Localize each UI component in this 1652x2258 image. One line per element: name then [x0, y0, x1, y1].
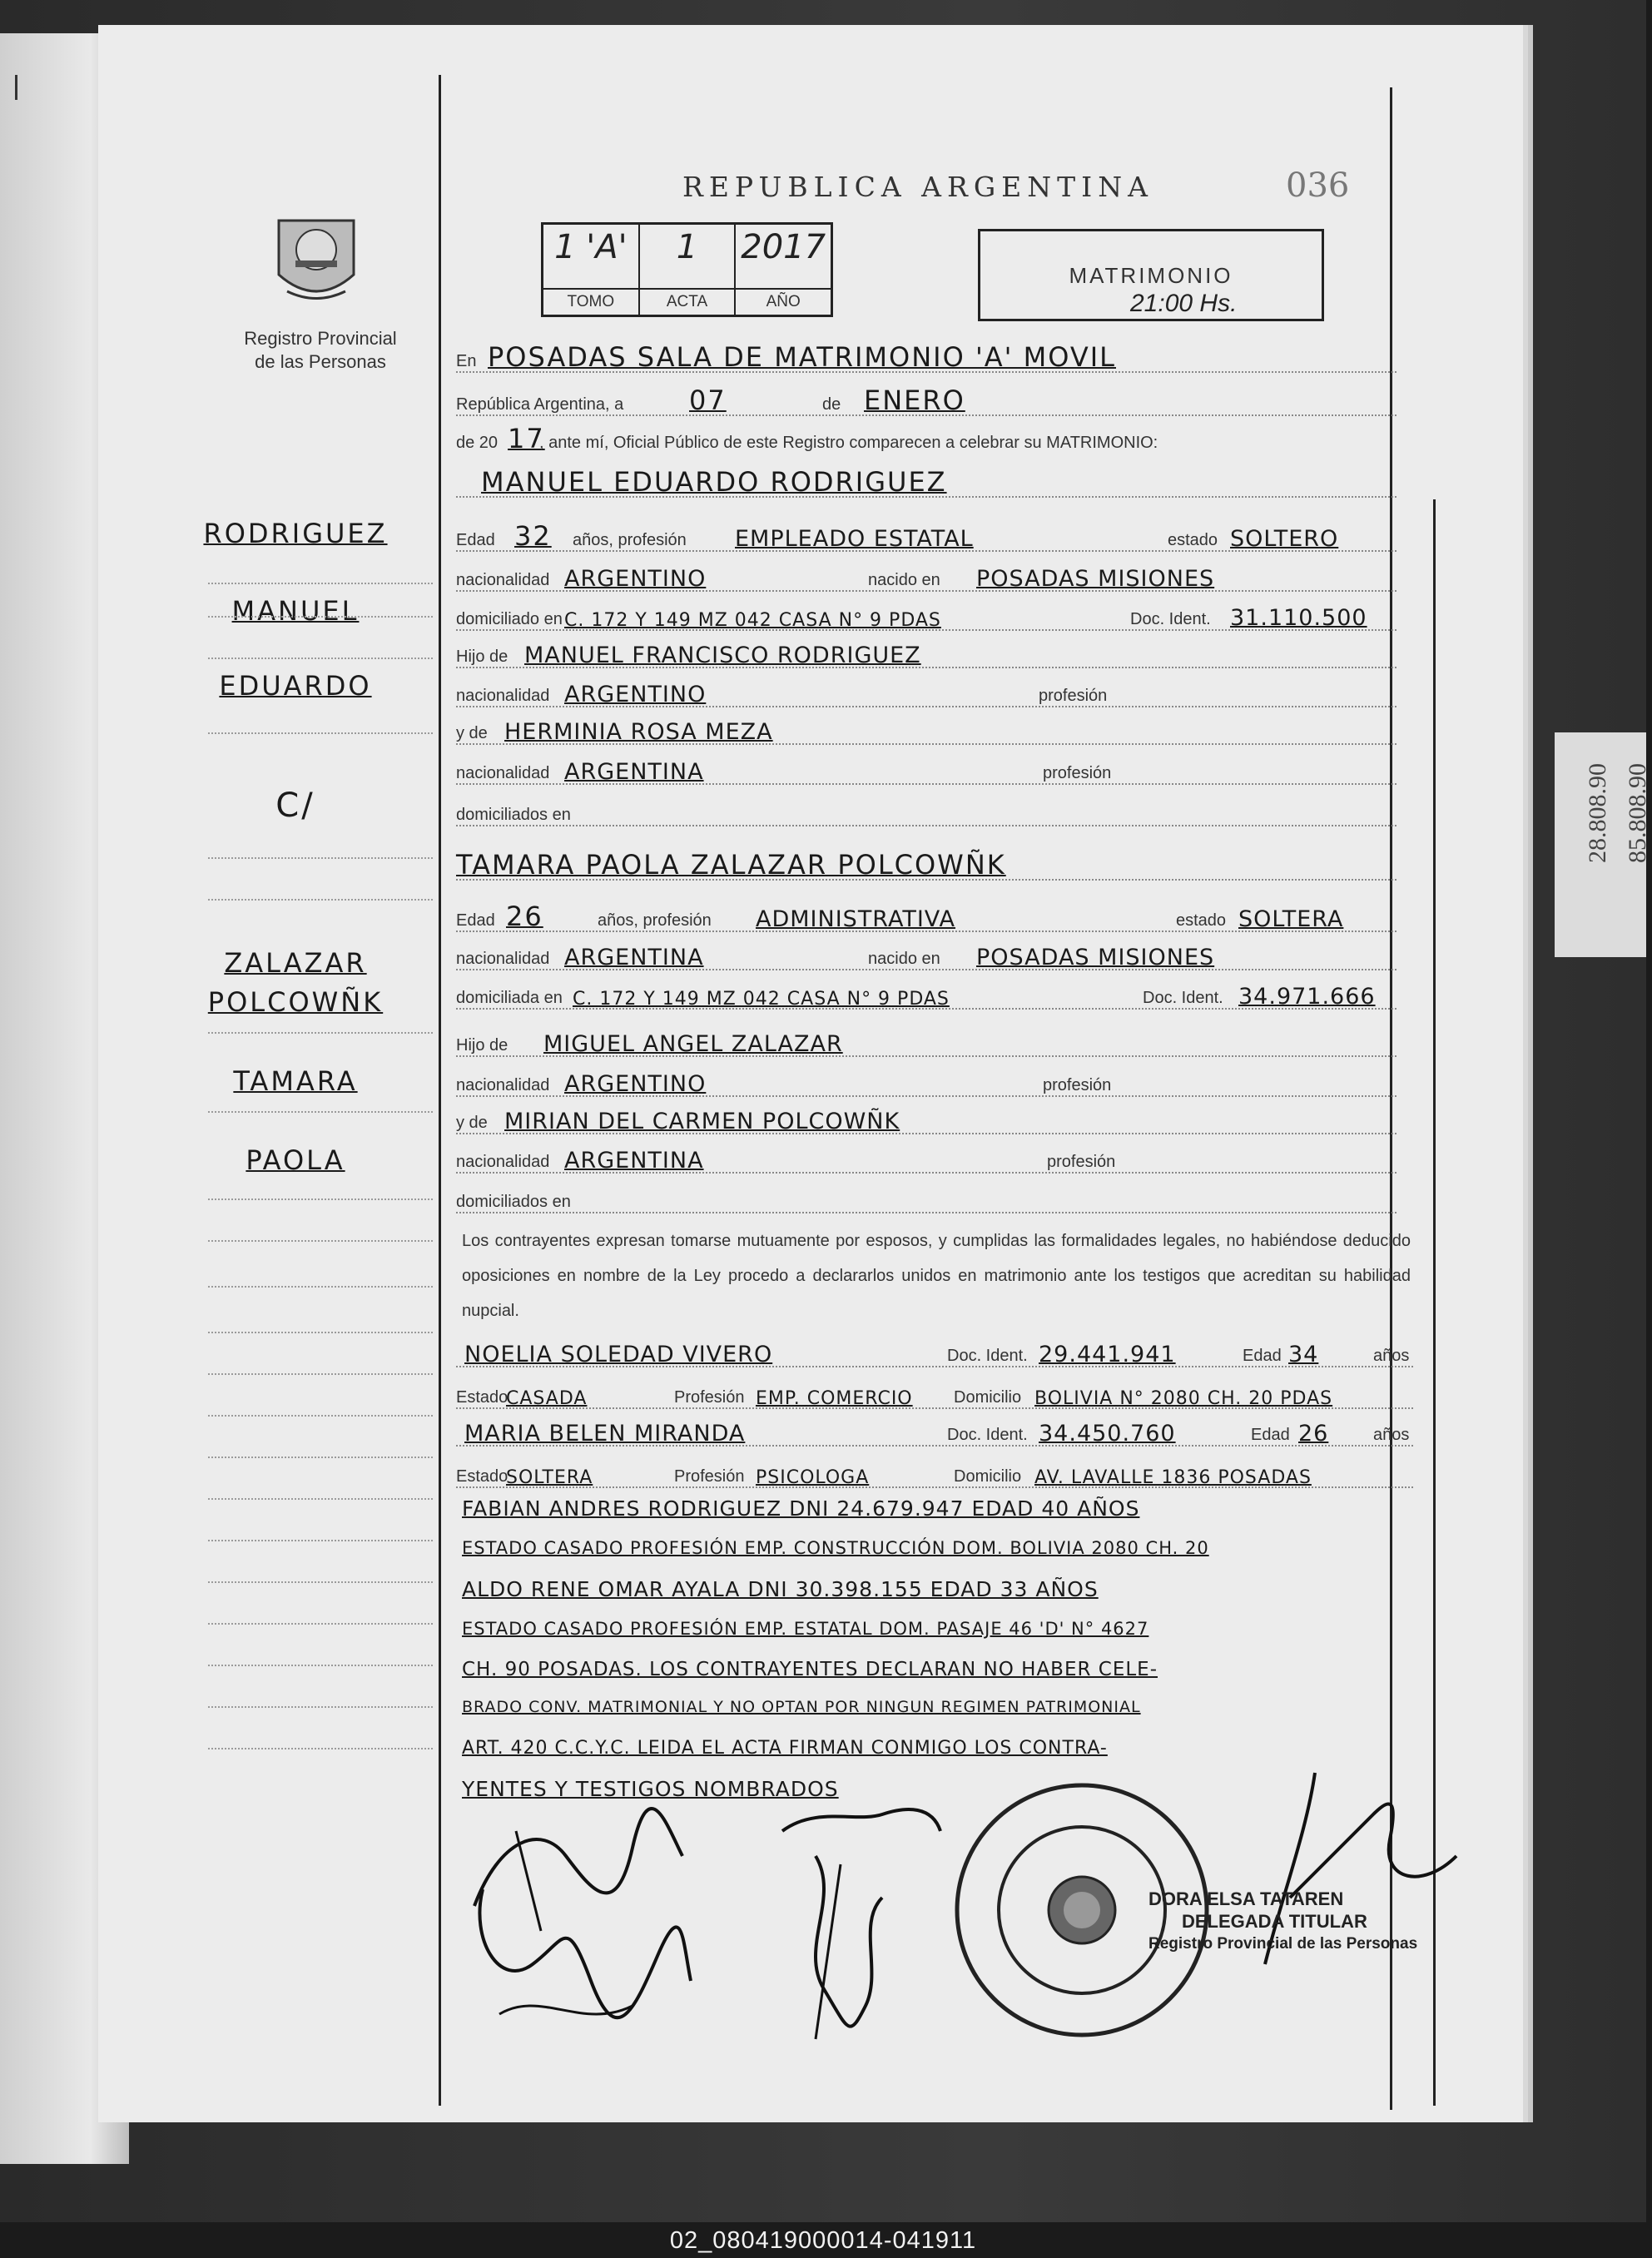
- observation-line: FABIAN ANDRES RODRIGUEZ DNI 24.679.947 EDAD 40 AÑOS: [462, 1496, 1140, 1521]
- doc-label: Doc. Ident.: [1130, 610, 1211, 628]
- profession-label: profesión: [1047, 1153, 1116, 1171]
- margin-note-con: C/: [275, 787, 315, 825]
- republica-label: República Argentina, a: [456, 395, 624, 414]
- anio-value: 2017: [741, 228, 826, 266]
- dom-label: Domicilio: [954, 1467, 1022, 1486]
- witness1-profession: EMP. COMERCIO: [756, 1388, 913, 1409]
- day-value: 07: [689, 385, 727, 416]
- provincial-emblem-icon: [270, 212, 362, 312]
- spouse1-mother: HERMINIA ROSA MEZA: [504, 719, 773, 745]
- age-label: Edad: [456, 911, 495, 930]
- place-value: POSADAS SALA DE MATRIMONIO 'A' MOVIL: [488, 341, 1116, 373]
- margin-note-surname: RODRIGUEZ: [203, 518, 388, 549]
- estado-label: Estado: [456, 1388, 508, 1407]
- matrimonio-hour: 21:00 Hs.: [1130, 290, 1238, 317]
- spouse1-nat-row: [456, 560, 1397, 597]
- witness1-estado: CASADA: [506, 1388, 588, 1409]
- mother-label: y de: [456, 1114, 488, 1132]
- tomo-label: TOMO: [543, 288, 638, 315]
- spouse1-father-row: [456, 637, 1397, 673]
- spouse2-name-row: [456, 849, 1397, 886]
- estado-label: Estado: [456, 1467, 508, 1486]
- observation-line: ALDO RENE OMAR AYALA DNI 30.398.155 EDAD 33 AÑOS: [462, 1577, 1099, 1601]
- acta-cell: [640, 225, 737, 315]
- spouse1-mother-nat: ARGENTINA: [564, 759, 704, 785]
- spouse2-estado: SOLTERA: [1238, 906, 1344, 932]
- spouse1-born: POSADAS MISIONES: [976, 566, 1215, 592]
- statement-row: [456, 423, 1397, 459]
- spouse2-father-nat-row: [456, 1065, 1397, 1102]
- spouse2-name: TAMARA PAOLA ZALAZAR POLCOWÑK: [456, 849, 1006, 881]
- witness2-age: 26: [1298, 1421, 1329, 1447]
- spouse2-nationality: ARGENTINA: [564, 945, 704, 970]
- registry-line-1: Registro Provincial: [244, 328, 397, 349]
- place-row: [456, 341, 1397, 378]
- spouse1-mother-row: [456, 713, 1397, 750]
- born-label: nacido en: [868, 571, 940, 589]
- year-suffix: 17: [508, 423, 545, 454]
- spouse1-parents-dom-row: [456, 795, 1397, 831]
- spouse1-doc: 31.110.500: [1230, 605, 1367, 631]
- declaration-text: Los contrayentes expresan tomarse mutuamente por esposos, y cumplidas las formalidades legales, no habiéndose deducido oposiciones en nombre de la Ley procedo a declararlos unidos en matrimonio ante los testigos que acreditan su habilidad nupcial.: [462, 1232, 1411, 1320]
- profession-label: Profesión: [674, 1388, 745, 1407]
- witness2-name-row: [456, 1415, 1413, 1452]
- witness2-profession: PSICOLOGA: [756, 1467, 870, 1488]
- born-label: nacido en: [868, 950, 940, 968]
- anios-label: años: [1373, 1426, 1410, 1444]
- official-seal-text: [1148, 1888, 1417, 1955]
- spouse1-nationality: ARGENTINO: [564, 566, 707, 592]
- spouse1-dom-row: [456, 599, 1397, 636]
- witness1-name-row: [456, 1336, 1413, 1372]
- margin-note-middle-name: EDUARDO: [219, 670, 372, 702]
- doc-label: Doc. Ident.: [947, 1426, 1028, 1444]
- country-heading: REPUBLICA ARGENTINA: [682, 171, 1153, 203]
- spouse2-born: POSADAS MISIONES: [976, 945, 1215, 970]
- spouse1-estado: SOLTERO: [1230, 526, 1339, 552]
- witness2-name: MARIA BELEN MIRANDA: [464, 1421, 746, 1447]
- observation-line: YENTES Y TESTIGOS NOMBRADOS: [462, 1777, 839, 1801]
- witness1-name: NOELIA SOLEDAD VIVERO: [464, 1342, 773, 1367]
- observation-line: CH. 90 POSADAS. LOS CONTRAYENTES DECLARAN NO HABER CELE-: [462, 1659, 1158, 1680]
- doc-label: Doc. Ident.: [947, 1347, 1028, 1365]
- dom-label: domiciliada en: [456, 989, 563, 1007]
- margin-note-middle-name2: PAOLA: [246, 1144, 345, 1176]
- spouse1-name-row: [456, 466, 1397, 503]
- witness2-estado-row: [456, 1457, 1413, 1493]
- statement-text: , ante mí, Oficial Público de este Registro comparecen a celebrar su MATRIMONIO:: [539, 434, 1158, 452]
- age-label: Edad: [1251, 1426, 1290, 1444]
- spouse2-dom-row: [456, 978, 1397, 1015]
- spouse2-mother-nat-row: [456, 1142, 1397, 1179]
- acta-label: ACTA: [640, 288, 735, 315]
- folio-number: 036: [1286, 166, 1350, 205]
- registry-line-2: de las Personas: [255, 351, 386, 372]
- margin-note-first-name2: TAMARA: [233, 1065, 358, 1097]
- margin-note-first-name: MANUEL: [231, 595, 360, 627]
- observation-line: BRADO CONV. MATRIMONIAL Y NO OPTAN POR NINGUN REGIMEN PATRIMONIAL: [462, 1698, 1141, 1716]
- nat-label: nacionalidad: [456, 1076, 550, 1094]
- observation-line: ESTADO CASADO PROFESIÓN EMP. ESTATAL DOM. PASAJE 46 'D' N° 4627: [462, 1619, 1149, 1639]
- spouse2-doc: 34.971.666: [1238, 984, 1376, 1010]
- nat-label: nacionalidad: [456, 687, 550, 705]
- seal-line-2: DELEGADA TITULAR: [1182, 1911, 1367, 1932]
- witness1-doc: 29.441.941: [1039, 1342, 1176, 1367]
- spouse1-profession: EMPLEADO ESTATAL: [735, 526, 974, 552]
- profession-label: Profesión: [674, 1467, 745, 1486]
- spouse2-mother-row: [456, 1103, 1397, 1139]
- image-filename: 02_080419000014-041911: [669, 2227, 977, 2254]
- anios-label: años: [1373, 1347, 1410, 1365]
- parents-dom-label: domiciliados en: [456, 1193, 571, 1211]
- nat-label: nacionalidad: [456, 950, 550, 968]
- witness2-domicile: AV. LAVALLE 1836 POSADAS: [1034, 1467, 1312, 1488]
- estado-label: estado: [1168, 531, 1218, 549]
- margin-rule: [439, 75, 441, 2106]
- father-label: Hijo de: [456, 648, 508, 666]
- parents-dom-label: domiciliados en: [456, 806, 571, 824]
- nat-label: nacionalidad: [456, 1153, 550, 1171]
- date-row: [456, 385, 1397, 421]
- anio-label: AÑO: [736, 288, 831, 315]
- acta-value: 1: [676, 228, 698, 266]
- witness2-estado: SOLTERA: [506, 1467, 593, 1488]
- witness1-estado-row: [456, 1377, 1413, 1414]
- witness1-age: 34: [1288, 1342, 1319, 1367]
- tomo-acta-anio-box: [541, 222, 833, 317]
- seal-line-1: DORA ELSA TATAREN: [1148, 1888, 1344, 1909]
- spouse2-parents-dom-row: [456, 1182, 1397, 1218]
- profession-label: años, profesión: [573, 531, 687, 549]
- estado-label: estado: [1176, 911, 1227, 930]
- spouse2-domicile: C. 172 Y 149 MZ 042 CASA N° 9 PDAS: [573, 989, 950, 1010]
- margin-note-surname3: POLCOWÑK: [207, 986, 384, 1018]
- signature-spouse-1: [466, 1864, 699, 2039]
- profession-label: profesión: [1043, 764, 1112, 782]
- spouse2-father-nat: ARGENTINO: [564, 1071, 707, 1097]
- matrimonio-box: [978, 229, 1324, 321]
- spouse1-age-row: [456, 520, 1397, 557]
- signature-spouse-2: [766, 1798, 957, 2047]
- nat-label: nacionalidad: [456, 571, 550, 589]
- age-label: Edad: [1243, 1347, 1282, 1365]
- age-label: Edad: [456, 531, 495, 549]
- nat-label: nacionalidad: [456, 764, 550, 782]
- spouse2-age: 26: [506, 901, 543, 932]
- doc-label: Doc. Ident.: [1143, 989, 1223, 1007]
- dom-label: domiciliado en: [456, 610, 563, 628]
- dom-label: Domicilio: [954, 1388, 1022, 1407]
- spouse2-nat-row: [456, 939, 1397, 975]
- observation-line: ESTADO CASADO PROFESIÓN EMP. CONSTRUCCIÓN DOM. BOLIVIA 2080 CH. 20: [462, 1538, 1209, 1558]
- profession-label: profesión: [1043, 1076, 1112, 1094]
- mother-label: y de: [456, 724, 488, 742]
- margin-note-surname2: ZALAZAR: [224, 947, 367, 979]
- profession-label: años, profesión: [598, 911, 712, 930]
- month-value: ENERO: [864, 385, 965, 416]
- spouse2-father-row: [456, 1025, 1397, 1062]
- registry-name: [208, 327, 433, 374]
- spouse2-age-row: [456, 901, 1397, 937]
- profession-label: profesión: [1039, 687, 1108, 705]
- spouse2-father: MIGUEL ANGEL ZALAZAR: [543, 1031, 843, 1057]
- spouse1-domicile: C. 172 Y 149 MZ 042 CASA N° 9 PDAS: [564, 610, 941, 631]
- spouse1-father-nat-row: [456, 676, 1397, 712]
- witness1-domicile: BOLIVIA N° 2080 CH. 20 PDAS: [1034, 1388, 1333, 1409]
- father-label: Hijo de: [456, 1036, 508, 1055]
- spouse1-father-nat: ARGENTINO: [564, 682, 707, 707]
- right-index-tab: 28.808.90 85.808.90: [1555, 732, 1646, 957]
- matrimonio-title: MATRIMONIO: [1069, 263, 1233, 288]
- anio-cell: [736, 225, 831, 315]
- spouse1-father: MANUEL FRANCISCO RODRIGUEZ: [524, 643, 921, 668]
- spouse1-name: MANUEL EDUARDO RODRIGUEZ: [481, 466, 947, 498]
- observation-line: ART. 420 C.C.Y.C. LEIDA EL ACTA FIRMAN CONMIGO LOS CONTRA-: [462, 1738, 1108, 1759]
- tomo-cell: [543, 225, 640, 315]
- spouse2-mother: MIRIAN DEL CARMEN POLCOWÑK: [504, 1109, 900, 1134]
- spouse2-profession: ADMINISTRATIVA: [756, 906, 956, 932]
- en-label: En: [456, 352, 477, 370]
- page-edge-mark: [15, 75, 17, 100]
- de-label: de: [822, 395, 841, 414]
- tomo-value: 1 'A': [554, 228, 628, 266]
- spouse2-mother-nat: ARGENTINA: [564, 1148, 704, 1174]
- year-prefix: de 20: [456, 434, 499, 452]
- spouse1-mother-nat-row: [456, 753, 1397, 790]
- seal-line-3: Registro Provincial de las Personas: [1148, 1935, 1418, 1953]
- spouse1-age: 32: [514, 520, 552, 552]
- witness2-doc: 34.450.760: [1039, 1421, 1176, 1447]
